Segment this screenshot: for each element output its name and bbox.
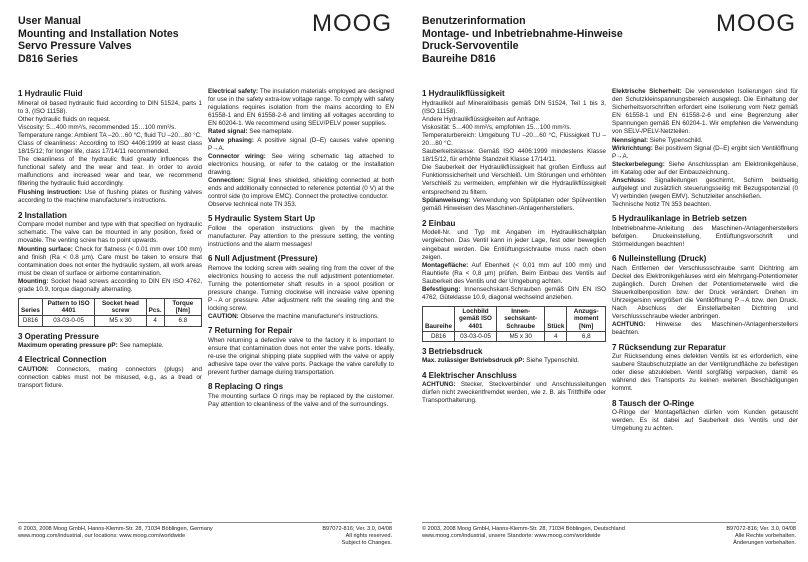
paragraph xyxy=(612,177,798,201)
footer-version: B97072-816; Ver. 3.0, 04/08 xyxy=(726,526,796,532)
footer-divider xyxy=(422,522,796,523)
section-heading: 6 Nulleinstellung (Druck) xyxy=(612,254,707,264)
paragraph xyxy=(612,137,798,145)
paragraph xyxy=(208,313,394,321)
section-heading: 3 Betriebsdruck xyxy=(422,346,483,356)
paragraph: Temperature range: Ambient TA –20…60 °C, fluid TU –20…80 °C. xyxy=(18,131,202,139)
text: Die verwendeten Isolierungen sind für den Schutzkleinspannungsbereich ausgelegt. Die Einhaltung der Sicherheitsvorschriften erfordert eine Isolierung vom Netz gemäß EN 61558-1 und EN 61558-2-6 und eine Begrenzung aller Spannungen gemäß EN 60204-1. Wir empfehlen die Verwendung von SELV-/PELV-Netzteilen. xyxy=(612,88,798,136)
paragraph: Sauberkeitsklasse: Gemäß ISO 4406:1999 mindestens Klasse 18/15/12, für erhöhte Standzeit Klasse 17/14/11. xyxy=(422,148,606,164)
label: Rated signal: xyxy=(208,128,248,136)
paragraph: Observe technical note TN 353. xyxy=(208,201,297,209)
text: Check for flatness (< 0.01 mm over 100 mm) and finish (Ra < 0.8 µm). Care must be taken to ensure that contamination does not enter the hydraulic system, all work areas must be clean of surface or airborne contamination. xyxy=(18,245,203,277)
paragraph: Temperaturbereich: Umgebung TU –20…60 °C, Flüssigkeit TU –20…80 °C. xyxy=(422,131,606,147)
text: Use of flushing plates or flushing valves according to the machine manufacturer's instructions. xyxy=(18,188,203,204)
label: Electrical safety: xyxy=(208,88,259,95)
paragraph: Modell-Nr. und Typ mit Angaben im Hydraulikschaltplan vergleichen. Das Ventil kann in jeder Lage, fest oder beweglich eingebaut werden. Die Entlüftungsschraube muss nach oben zeigen. xyxy=(422,229,606,261)
section-heading: 6 Null Adjustment (Pressure) xyxy=(208,254,318,264)
doc-title-4: D816 Series xyxy=(18,52,79,65)
screw-spec-table xyxy=(18,298,202,327)
paragraph: When returning a defective valve to the factory it is important to ensure that contamination does not enter the valve ports. Ideally, re-use the original shipping plate supplied with the valve or apply adhesive tape over the valve ports. Package the valve carefully to prevent further damage during transportation. xyxy=(208,336,394,377)
text: Socket head screws according to DIN EN ISO 4762, grade 10.9, torque diagonally alternating. xyxy=(18,277,202,293)
moog-logo: MOOG xyxy=(716,10,796,37)
label: ACHTUNG: xyxy=(612,321,646,329)
label: Steckerbelegung: xyxy=(612,160,665,168)
table-cell: 03-03-0-05 xyxy=(42,316,94,326)
doc-title-3: Servo Pressure Valves xyxy=(18,40,132,53)
doc-title-1: Benutzerinformation xyxy=(422,15,526,27)
paragraph xyxy=(612,88,798,137)
table-header: Baureihe xyxy=(423,307,455,332)
paragraph xyxy=(612,161,798,177)
text: Siehe Typenschild. xyxy=(526,357,580,365)
label: Maximum operating pressure pP: xyxy=(18,342,118,350)
table-cell: 4 xyxy=(545,331,567,341)
footer-left xyxy=(422,526,625,540)
label: Anschluss: xyxy=(612,177,646,185)
text: Signal lines shielded, shielding connected at both ends and additionally connected to reference potential (0 V) at the control side (to improve EMC). Connect the protective conductor. xyxy=(208,177,394,201)
table-header: Innen-sechskant-Schraube xyxy=(497,307,545,332)
section-heading: 1 Hydraulic Fluid xyxy=(18,89,83,98)
column-right xyxy=(612,88,798,433)
table-row xyxy=(423,331,606,341)
table-cell: 4 xyxy=(146,316,164,326)
label: Connection: xyxy=(208,177,245,185)
paragraph xyxy=(18,246,202,278)
paragraph xyxy=(612,321,798,337)
text: Signalleitungen geschirmt, Schirm beidseitig aufgelegt und zusätzlich steuerungsseitig mit Bezugspotenzial (0 V) verbinden (wegen EMV). Schutzleiter anschließen. xyxy=(612,177,798,201)
text: Stecker, Steckverbinder und Anschlussleitungen dürfen nicht zweckentfremdet werden, wie z. B. als Trittfhilfe oder Transporthalterung. xyxy=(422,381,606,405)
text: See nameplate. xyxy=(249,128,294,136)
doc-title-4: Baureihe D816 xyxy=(422,52,496,65)
footer-link[interactable]: www.moog.com/industrial, our locations: www.moog.com/worldwide xyxy=(18,532,186,539)
column-left xyxy=(422,88,606,405)
label: Nennsignal: xyxy=(612,136,649,144)
label: Mounting surface: xyxy=(18,245,73,253)
section-heading: 2 Einbau xyxy=(422,218,456,228)
doc-title-3: Druck-Servoventile xyxy=(422,40,519,53)
paragraph xyxy=(422,381,606,405)
paragraph xyxy=(18,278,202,294)
paragraph: Andere Hydraulikflüssigkeiten auf Anfrage. xyxy=(422,115,541,123)
label: CAUTION: xyxy=(208,313,239,321)
section-heading: 2 Installation xyxy=(18,210,67,220)
table-cell: 03-03-0-05 xyxy=(454,331,496,341)
paragraph: Hydrauliköl auf Mineralölbasis gemäß DIN 51524, Teil 1 bis 3, (ISO 11158). xyxy=(422,99,606,115)
paragraph: Nach Entfernen der Verschlussschraube samt Dichtring am Deckel des Elektronikgehäuses wird ein Mehrgang-Potentiometer zugänglich. Durch Drehen der Potentiometerwelle wird die Steuerkolbenposition bzw. der Druck verändert. Drehen im Uhrzeigersinn vergrößert die Ventilöffnung P→A bzw. den Druck. Nach Abschluss der Einstellarbeiten Dichtring und Verschlussschraube wieder anbringen. xyxy=(612,264,798,321)
table-cell: 6.8 xyxy=(164,316,201,326)
section-heading: 4 Electrical Connection xyxy=(18,355,107,365)
table-header: Pcs. xyxy=(146,299,164,316)
text: The insulation materials employed are designed for use in the safety extra-low voltage range. To comply with safety regulations requires isolation from the mains according to EN 61558-1 and EN 61558-2-6 and limiting all voltages according to EN 60204-1. We recommend using SELV/PELV power supplies. xyxy=(208,88,394,128)
text: Hinweise des Maschinen-/Anlagenherstellers beachten. xyxy=(612,321,799,337)
label: Flushing instruction: xyxy=(18,188,82,196)
text: See nameplate. xyxy=(119,342,164,350)
table-cell: D816 xyxy=(423,331,455,341)
paragraph xyxy=(208,153,394,177)
paragraph: The mounting surface O rings may be replaced by the customer. Pay attention to cleanliness of the valve and of the surroundings. xyxy=(208,392,394,408)
footer-copyright: © 2003, 2008 Moog GmbH, Hanns-Klemm-Str. 28, 71034 Böblingen, Deutschland xyxy=(422,526,625,532)
label: Connector wiring: xyxy=(208,152,266,160)
label: ACHTUNG: xyxy=(422,381,456,389)
paragraph xyxy=(208,177,394,201)
paragraph: Other hydraulic fluids on request. xyxy=(18,115,111,123)
paragraph xyxy=(422,197,606,213)
label: Elektrische Sicherheit: xyxy=(612,88,682,95)
text: Verwendung von Spülplatten oder Spülventilen gemäß Hinweisen des Maschinen-/Anlagenherstellers. xyxy=(422,196,606,212)
doc-title-2: Mounting and Installation Notes xyxy=(18,27,179,40)
screw-spec-table xyxy=(422,306,606,342)
label: Spülanweisung: xyxy=(422,196,471,204)
text: Siehe Typenschild. xyxy=(649,136,703,144)
footer-changes: Änderungen vorbehalten. xyxy=(733,539,796,546)
label: Mounting: xyxy=(18,277,49,285)
text: Innensechskant-Schrauben gemäß DIN EN ISO 4762, Güteklasse 10.9, diagonal wechselnd anziehen. xyxy=(422,285,606,302)
table-header: Stück xyxy=(545,307,567,332)
footer-right xyxy=(322,526,392,546)
paragraph xyxy=(18,189,202,205)
section-heading: 8 Tausch der O-Ringe xyxy=(612,398,695,408)
footer-version: B97072-816; Ver. 3.0, 04/08 xyxy=(322,526,392,532)
label: Befestigung: xyxy=(422,285,461,293)
paragraph: O-Ringe der Montageflächen dürfen vom Kunden getauscht werden. Es ist dabei auf Sauberkeit des Ventils und der Umgebung zu achten. xyxy=(612,409,798,433)
label: Valve phasing: xyxy=(208,136,254,144)
paragraph xyxy=(422,262,606,286)
paragraph: Viscosity: 5…400 mm²/s, recommended 15…100 mm²/s. xyxy=(18,123,177,131)
label: CAUTION: xyxy=(18,365,49,373)
section-heading: 7 Returning for Repair xyxy=(208,326,293,336)
table-header: Pattern to ISO 4401 xyxy=(42,299,94,316)
paragraph: Class of cleanliness: According to ISO 4406:1999 at least class 18/15/12; for longer life, class 17/14/11 recommended. xyxy=(18,139,202,156)
column-right xyxy=(208,88,394,409)
paragraph xyxy=(422,286,606,302)
table-cell: 6,8 xyxy=(567,331,606,341)
section-heading: 8 Replacing O rings xyxy=(208,382,284,392)
table-row xyxy=(19,316,202,326)
column-left xyxy=(18,88,202,390)
section-heading: 3 Operating Pressure xyxy=(18,331,99,341)
label: Max. zulässiger Betriebsdruck pP: xyxy=(422,357,525,365)
paragraph: The cleanliness of the hydraulic fluid greatly influences the functional safety and the wear and tear. In order to avoid malfunctions and increased wear and tear, we recommend filtering the hydraulic fluid accordingly. xyxy=(18,156,202,188)
table-cell: M5 x 30 xyxy=(95,316,146,326)
table-header: Anzugs-moment [Nm] xyxy=(567,307,606,332)
table-header: Socket head screw xyxy=(95,299,146,316)
text: Bei positivem Signal (D–E) ergibt sich Ventilöffnung P→A. xyxy=(612,144,799,160)
text: Siehe Anschlussplan am Elektronikgehäuse, im Katalog oder auf der Einbauzeichnung. xyxy=(612,160,798,176)
moog-logo: MOOG xyxy=(312,10,392,37)
table-cell: M5 x 30 xyxy=(497,331,545,341)
paragraph: Follow the operation instructions given by the machine manufacturer. Pay attention to the pressure setting, the venting instructions and the alarm messages! xyxy=(208,224,394,249)
footer-left xyxy=(18,526,213,540)
paragraph xyxy=(18,342,202,350)
paragraph: Viskosität: 5…400 mm²/s, empfohlen 15…100 mm²/s. xyxy=(422,123,572,131)
doc-title-2: Montage- und Inbetriebnahme-Hinweise xyxy=(422,27,623,40)
label: Montagefläche: xyxy=(422,261,469,269)
footer-rights: All rights reserved. xyxy=(345,532,392,539)
table-cell: D816 xyxy=(19,316,43,326)
section-heading: 1 Hydraulikflüssigkeit xyxy=(422,89,505,98)
paragraph: Remove the locking screw with sealing ring from the cover of the electronics housing to access the null adjustment potentiometer. Turning the potentiometer shaft results in a spool position or pressure change. Turning clockwise will increase valve opening P→A or pressure. After adjustment refit the sealing ring and the locking screw. xyxy=(208,264,394,313)
table-header: Lochbild gemäß ISO 4401 xyxy=(454,307,496,332)
footer-rights: Alle Rechte vorbehalten. xyxy=(735,532,796,539)
paragraph xyxy=(18,366,202,390)
paragraph: Inbetriebnahme-Anleitung des Maschinen-/Anlagenherstellers befolgen. Druckeinstellung, Entlüftungsvorschrift und Störmeldungen beachten! xyxy=(612,224,798,249)
paragraph xyxy=(208,128,394,136)
paragraph: Zur Rücksendung eines defekten Ventils ist es erforderlich, eine saubere Staubschutzplatte an der Ventilgrundfläche zu befestigen oder diese abzukleben. Ventil sorgfältig verpacken, damit es während des Transports zu keinen weiteren Beschädigungen kommt. xyxy=(612,353,798,393)
footer-right xyxy=(726,526,796,546)
paragraph xyxy=(422,357,606,365)
section-heading: 4 Elektrischer Anschluss xyxy=(422,370,517,380)
label: Wirkrichtung: xyxy=(612,144,653,152)
paragraph: Compare model number and type with that specified on hydraulic schematic. The valve can be mounted in any position, fixed or movable. The venting screw has to point upwards. xyxy=(18,221,202,245)
paragraph xyxy=(208,88,394,128)
section-heading: 7 Rücksendung zur Reparatur xyxy=(612,342,726,352)
table-header: Series xyxy=(19,299,43,316)
paragraph: Mineral oil based hydraulic fluid according to DIN 51524, parts 1 to 3, (ISO 11158). xyxy=(18,99,202,115)
text: A positive signal (D–E) causes valve opening P→A. xyxy=(208,136,394,152)
text: Observe the machine manufacturer's instructions. xyxy=(240,313,379,321)
text: Auf Ebenheit (< 0,01 mm auf 100 mm) und Rauhtiefe (Ra < 0,8 µm) prüfen. Beim Einbau des Ventils auf Sauberkeit des Ventils und der Umgebung achten. xyxy=(422,261,607,285)
footer-changes: Subject to Changes. xyxy=(341,539,392,546)
section-heading: 5 Hydraulikanlage in Betrieb setzen xyxy=(612,214,747,224)
footer-divider xyxy=(18,522,392,523)
table-header: Torque [Nm] xyxy=(164,299,201,316)
paragraph: Die Sauberkeit der Hydraulikflüssigkeit hat großen Einfluss auf Funktionssicherheit und Verschleiß. Um Störungen und erhöhten Verschleiß zu vermeiden, empfehlen wir die Hydraulikflüssigkeit entsprechend zu filtern. xyxy=(422,164,606,196)
text: Connectors, mating connectors (plugs) and connection cables must not be misused, e.g., as a tread or transport fixture. xyxy=(18,365,203,389)
paragraph xyxy=(208,137,394,153)
page-german xyxy=(404,0,808,562)
footer-link[interactable]: www.moog.com/industrial, unsere Standorte: www.moog.com/worldwide xyxy=(422,532,601,539)
footer-copyright: © 2003, 2008 Moog GmbH, Hanns-Klemm-Str. 28, 71034 Böblingen, Germany xyxy=(18,526,213,532)
paragraph xyxy=(612,145,798,161)
paragraph: Technische Notiz TN 353 beachten. xyxy=(612,201,712,209)
doc-title-1: User Manual xyxy=(18,15,81,27)
text: See wiring schematic tag attached to electronics housing, or refer to the catalog or the installation drawing. xyxy=(208,152,395,176)
section-heading: 5 Hydraulic System Start Up xyxy=(208,214,316,224)
